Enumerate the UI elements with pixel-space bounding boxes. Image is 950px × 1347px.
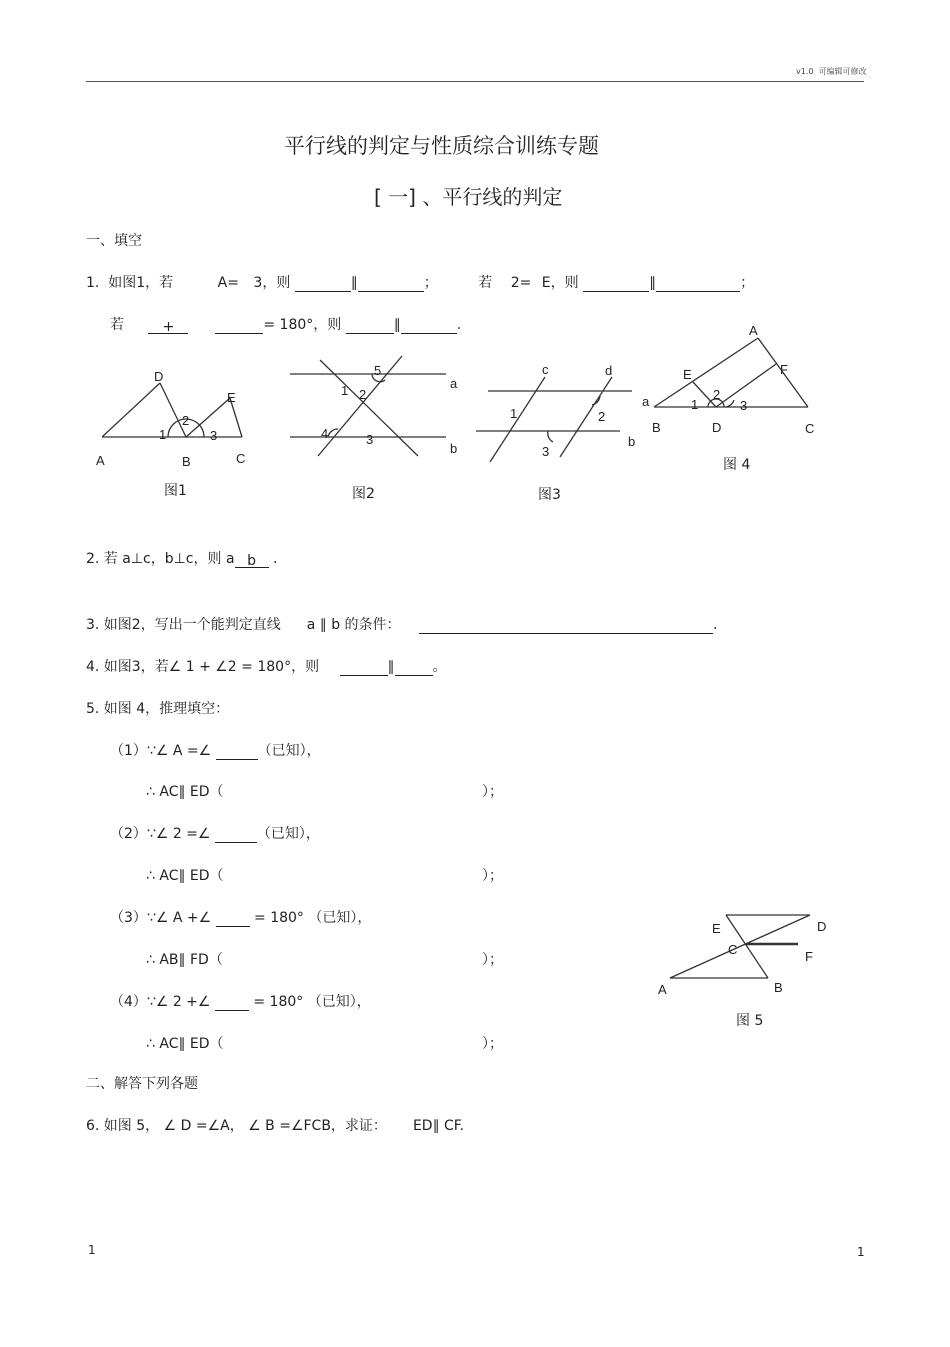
q5-step4: （4）∵∠ 2 +∠ = 180° （已知）， <box>110 994 371 1010</box>
fig5-label-C: C <box>728 942 738 957</box>
fig2-label-4: 4 <box>321 426 329 441</box>
question-2: 2. 若 a⊥c，b⊥c，则 a b . <box>86 551 278 569</box>
fig1-label-D: D <box>154 369 164 384</box>
fig5-label-A: A <box>658 982 667 997</box>
q5-close2: ）； <box>482 868 503 884</box>
header-rule <box>86 81 864 82</box>
fig3-label-b: b <box>628 434 636 449</box>
q5-step2: （2）∵∠ 2 =∠ （已知）， <box>110 826 320 842</box>
q5-blank-2[interactable] <box>215 828 257 843</box>
fig4-label-A: A <box>749 323 758 338</box>
fig1-label-E: E <box>227 390 236 405</box>
q1-blank-1[interactable] <box>295 277 351 292</box>
figure-4 <box>642 323 814 436</box>
fig3-label-d: d <box>605 363 613 378</box>
question-4: 4. 如图3，若∠ 1 + ∠2 = 180°，则 ∥ 。 <box>86 659 447 675</box>
section-answer: 二、解答下列各题 <box>86 1076 198 1092</box>
q1-line2: 若 + = 180°，则 ∥ . <box>110 317 462 335</box>
fig2-label-2: 2 <box>359 387 367 402</box>
fig4-label-1: 1 <box>691 397 699 412</box>
footer-page-left: 1 <box>88 1243 96 1257</box>
header-version: v1.0 可编辑可修改 <box>796 67 867 76</box>
q5-step3: （3）∵∠ A +∠ = 180° （已知）， <box>110 910 372 926</box>
fig5-label-B: B <box>774 980 783 995</box>
fig4-label-C: C <box>805 421 815 436</box>
fig4-label-B: B <box>652 420 661 435</box>
fig3-label-1: 1 <box>510 406 518 421</box>
q1-line1: 1. 如图1，若 A= 3，则 ∥ ； 若 2= E，则 ∥ ； <box>86 275 755 291</box>
fig2-label-5: 5 <box>374 363 382 378</box>
fig4-label-D: D <box>712 420 722 435</box>
footer-page-right: 1 <box>857 1245 865 1259</box>
question-6: 6. 如图 5， ∠ D =∠A， ∠ B =∠FCB，求证： ED∥ CF. <box>86 1118 465 1134</box>
fig2-caption: 图2 <box>352 486 375 502</box>
q5-conclusion1: ∴ AC∥ ED（ <box>146 784 224 800</box>
fig1-caption: 图1 <box>164 483 187 499</box>
figure-2 <box>290 356 458 456</box>
q5-blank-1[interactable] <box>216 745 258 760</box>
fig3-caption: 图3 <box>538 487 561 503</box>
q1-blank-4[interactable] <box>656 277 740 292</box>
fig4-label-a: a <box>642 394 650 409</box>
fig4-label-F: F <box>780 362 788 377</box>
q5-close1: ）； <box>482 784 503 800</box>
fig5-label-E: E <box>712 921 721 936</box>
fig5-label-D: D <box>817 919 827 934</box>
q5-conclusion3: ∴ AB∥ FD（ <box>146 952 223 968</box>
figure-1 <box>96 369 245 469</box>
q5-conclusion4: ∴ AC∥ ED（ <box>146 1036 224 1052</box>
fig3-label-3: 3 <box>542 444 550 459</box>
section-subtitle: [ 一] 、平行线的判定 <box>374 185 563 209</box>
q5-blank-3[interactable] <box>216 912 250 927</box>
q1-blank-3[interactable] <box>583 277 649 292</box>
fig2-label-1: 1 <box>341 383 349 398</box>
page-title: 平行线的判定与性质综合训练专题 <box>284 134 599 158</box>
figure-3 <box>476 362 635 462</box>
fig1-label-1: 1 <box>159 427 167 442</box>
figure-5 <box>640 900 850 1010</box>
fig2-label-a: a <box>450 376 458 391</box>
fig1-label-B: B <box>182 454 191 469</box>
fig3-label-c: c <box>542 362 549 377</box>
fig1-label-C: C <box>236 451 246 466</box>
question-3: 3. 如图2，写出一个能判定直线 a ∥ b 的条件： . <box>86 617 718 633</box>
q2-blank[interactable]: b <box>235 553 269 568</box>
fig1-label-2: 2 <box>182 413 190 428</box>
question-5: 5. 如图 4，推理填空： <box>86 701 230 717</box>
fig5-label-F: F <box>805 949 813 964</box>
fig4-label-2: 2 <box>713 387 721 402</box>
fig4-label-3: 3 <box>740 398 748 413</box>
q1-blank-5[interactable]: + <box>148 319 188 334</box>
q5-blank-4[interactable] <box>215 996 249 1011</box>
q5-conclusion2: ∴ AC∥ ED（ <box>146 868 224 884</box>
fig5-caption: 图 5 <box>736 1013 764 1029</box>
section-fill-blank: 一、填空 <box>86 233 142 249</box>
figures-row <box>0 320 950 510</box>
q5-close4: ）； <box>482 1036 503 1052</box>
fig2-label-b: b <box>450 441 458 456</box>
fig2-label-3: 3 <box>366 432 374 447</box>
fig4-caption: 图 4 <box>723 457 751 473</box>
q1-blank-2[interactable] <box>358 277 424 292</box>
q5-close3: ）； <box>482 952 503 968</box>
q4-blank-1[interactable] <box>340 661 388 676</box>
fig3-label-2: 2 <box>598 409 606 424</box>
fig1-label-A: A <box>96 453 105 468</box>
fig1-label-3: 3 <box>210 428 218 443</box>
fig4-label-E: E <box>683 367 692 382</box>
q5-step1: （1）∵∠ A =∠ （已知）， <box>110 743 321 759</box>
q3-blank[interactable] <box>419 619 713 634</box>
q4-blank-2[interactable] <box>395 661 433 676</box>
